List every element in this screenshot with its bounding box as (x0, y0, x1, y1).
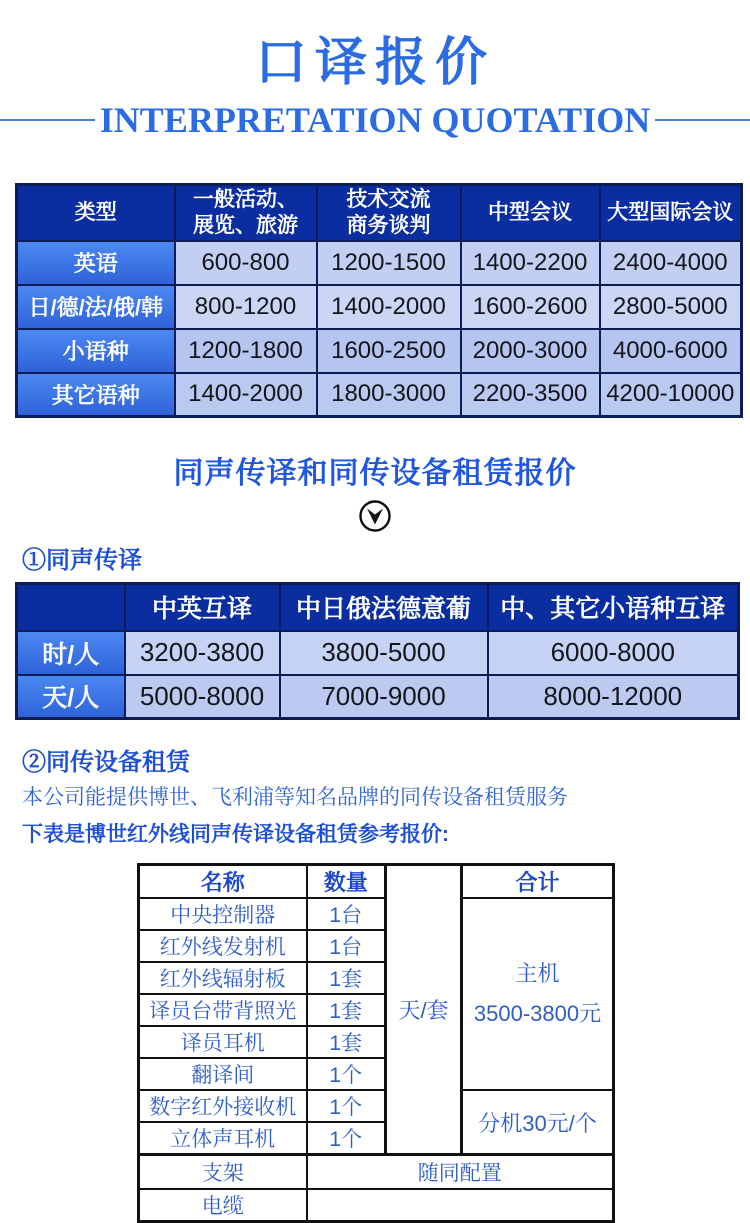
table-row (139, 1189, 614, 1222)
price-cell: 2200-3500 (461, 373, 600, 417)
col-header-medium: 中型会议 (461, 185, 600, 241)
price-cell: 1600-2500 (317, 329, 461, 373)
page-title: 口译报价 (254, 34, 495, 92)
col-header-cn-major: 中日俄法德意葡 (280, 584, 488, 631)
price-cell: 8000-12000 (488, 675, 739, 719)
host-total-line1: 主机 (515, 961, 560, 987)
item-name: 译员耳机 (139, 1026, 307, 1058)
page-header (0, 20, 750, 141)
price-cell: 1400-2000 (317, 285, 461, 329)
receiver-total-cell: 分机30元/个 (462, 1090, 614, 1155)
item-name: 红外线辐射板 (139, 962, 307, 994)
item-qty: 1套 (307, 962, 386, 994)
item-qty: 1个 (307, 1122, 386, 1155)
table-row (17, 675, 739, 719)
item-name: 支架 (139, 1155, 307, 1189)
subtitle-row (0, 99, 750, 141)
col-header-total: 合计 (462, 865, 614, 899)
item-name: 中央控制器 (139, 898, 307, 930)
row-label: 小语种 (17, 329, 175, 373)
equipment-price-table (137, 863, 615, 1223)
equipment-description: 本公司能提供博世、飞利浦等知名品牌的同传设备租赁服务 (22, 786, 568, 809)
price-cell: 7000-9000 (280, 675, 488, 719)
row-label: 天/人 (17, 675, 125, 719)
table-row (139, 1090, 614, 1122)
table-header-row (17, 185, 742, 241)
simultaneous-heading: ①同声传译 (22, 547, 142, 574)
item-name: 译员台带背照光 (139, 994, 307, 1026)
price-cell: 1600-2600 (461, 285, 600, 329)
item-qty: 1个 (307, 1058, 386, 1090)
price-cell: 1400-2200 (461, 241, 600, 285)
item-qty: 1台 (307, 898, 386, 930)
page-subtitle: INTERPRETATION QUOTATION (99, 100, 651, 140)
price-cell: 5000-8000 (125, 675, 280, 719)
item-name: 电缆 (139, 1189, 307, 1222)
price-cell: 600-800 (175, 241, 317, 285)
item-qty: 1个 (307, 1090, 386, 1122)
col-header-blank (17, 584, 125, 631)
row-label: 其它语种 (17, 373, 175, 417)
price-cell: 2800-5000 (600, 285, 742, 329)
table-row (17, 373, 742, 417)
price-cell: 2000-3000 (461, 329, 600, 373)
price-cell: 4000-6000 (600, 329, 742, 373)
row-label: 日/德/法/俄/韩 (17, 285, 175, 329)
table-row (17, 631, 739, 675)
unit-cell: 天/套 (386, 865, 462, 1155)
row-label: 英语 (17, 241, 175, 285)
price-cell: 800-1200 (175, 285, 317, 329)
col-header-name: 名称 (139, 865, 307, 899)
cable-value-cell (307, 1189, 614, 1222)
price-cell: 2400-4000 (600, 241, 742, 285)
subtitle-divider-right (655, 119, 750, 121)
item-qty: 1套 (307, 1026, 386, 1058)
row-label: 时/人 (17, 631, 125, 675)
col-header-general: 一般活动、 展览、旅游 (175, 185, 317, 241)
table-row (17, 329, 742, 373)
equipment-heading: ②同传设备租赁 (22, 749, 190, 776)
price-cell: 1400-2000 (175, 373, 317, 417)
item-name: 翻译间 (139, 1058, 307, 1090)
item-qty: 1台 (307, 930, 386, 962)
price-cell: 3800-5000 (280, 631, 488, 675)
price-cell: 4200-10000 (600, 373, 742, 417)
col-header-qty: 数量 (307, 865, 386, 899)
item-name: 立体声耳机 (139, 1122, 307, 1155)
chevron-down-circle-icon (0, 498, 750, 536)
table-row (17, 285, 742, 329)
price-cell: 1200-1800 (175, 329, 317, 373)
col-header-type: 类型 (17, 185, 175, 241)
table-header-row (17, 584, 739, 631)
col-header-cn-en: 中英互译 (125, 584, 280, 631)
price-cell: 1800-3000 (317, 373, 461, 417)
equipment-note: 下表是博世红外线同声传译设备租赁参考报价: (22, 823, 449, 846)
col-header-cn-minor: 中、其它小语种互译 (488, 584, 739, 631)
bracket-value-cell: 随同配置 (307, 1155, 614, 1189)
table-row (17, 241, 742, 285)
price-cell: 3200-3800 (125, 631, 280, 675)
host-total-line2: 3500-3800元 (473, 1001, 602, 1026)
item-qty: 1套 (307, 994, 386, 1026)
item-name: 数字红外接收机 (139, 1090, 307, 1122)
simultaneous-price-table (15, 582, 740, 720)
host-total-cell (462, 898, 614, 1090)
item-name: 红外线发射机 (139, 930, 307, 962)
col-header-technical: 技术交流 商务谈判 (317, 185, 461, 241)
price-cell: 6000-8000 (488, 631, 739, 675)
table-row (139, 1155, 614, 1189)
subtitle-divider-left (0, 119, 95, 121)
col-header-large: 大型国际会议 (600, 185, 742, 241)
table-row (139, 898, 614, 930)
interpretation-price-table (15, 183, 743, 418)
table-header-row (139, 865, 614, 899)
price-cell: 1200-1500 (317, 241, 461, 285)
section-title: 同声传译和同传设备租赁报价 (173, 457, 577, 490)
